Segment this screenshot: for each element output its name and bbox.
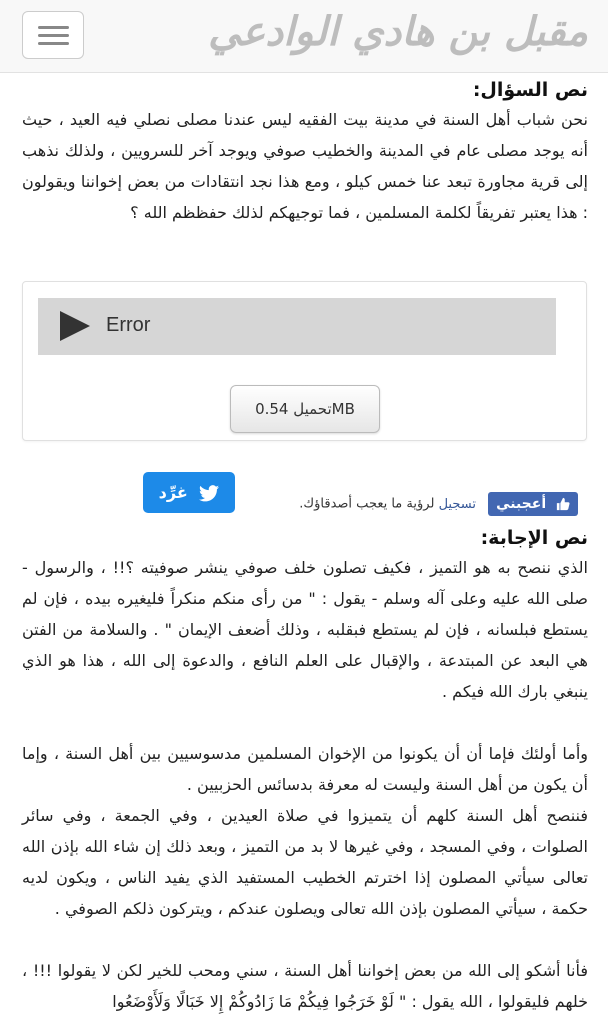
facebook-like-label: أعجبني [496, 496, 547, 512]
answer-paragraph-4: فأنا أشكو إلى الله من بعض إخواننا أهل السنة ، سني ومحب للخير لكن لا يقولوا !!! ، خلهم فليقولوا ، الله يقول : " لَوْ خَرَجُوا فِيكُمْ مَا زَادُوكُمْ إِلا خَبَالًا وَلَأَوْضَعُوا [22, 961, 588, 1011]
tweet-label: غرِّد [158, 483, 188, 502]
site-logo[interactable]: مقبل بن هادي الوادعي [208, 8, 588, 55]
answer-paragraph-1: الذي ننصح به هو التميز ، فكيف تصلون خلف صوفي ينشر صوفيته ؟!! ، والرسول - صلى الله عليه وعلى آله وسلم - يقول : " من رأى منكم منكراً فليغيره بيده ، فإن لم يستطع فبلسانه ، فإن لم يستطع فبقلبه ، وذلك أضعف الإيمان " . والسلامة من الفتن هي البعد عن المبتدعة ، والإقبال على العلم النافع ، والدعوة إلى الله ، هذا هو الذي ينبغي بارك الله فيكم . [22, 558, 588, 701]
answer-paragraph-3: فننصح أهل السنة كلهم أن يتميزوا في صلاة العيدين ، وفي الجمعة ، وفي سائر الصلوات ، وفي المسجد ، وفي غيرها لا بد من التميز ، وبعد ذلك إن شاء الله بإذن الله تعالى سيأتي المصلون إذا اخترتم الخطيب المستفيد الذي يفيد الناس ، ويكون لديه حكمة ، سيأتي المصلون بإذن الله تعالى ويصلون عندكم ، ويتركون ذلكم الصوفي . [22, 806, 588, 918]
question-section [22, 76, 588, 228]
twitter-bird-icon [199, 485, 219, 502]
answer-section [22, 524, 588, 1017]
play-icon[interactable] [60, 311, 90, 341]
player-error-text: Error [106, 314, 151, 336]
tweet-button[interactable] [143, 472, 235, 513]
site-header [0, 0, 608, 73]
question-heading: نص السؤال: [472, 79, 588, 101]
menu-button[interactable] [22, 11, 84, 59]
question-text: نحن شباب أهل السنة في مدينة بيت الفقيه ليس عندنا مصلى نصلي فيه العيد ، حيث أنه يوجد مصلى عام في المدينة والخطيب صوفي ويوجد آخر للسرويين ، ولذلك نذهب إلى قرية مجاورة تبعد عنا خمس كيلو ، ومع هذا نجد انتقادات من بعض إخواننا ويقولون : هذا يعتبر تفريقاً لكلمة المسلمين ، فما توجيهكم لذلك حفظظم الله ؟ [22, 110, 588, 222]
answer-heading: نص الإجابة: [480, 527, 588, 549]
download-button[interactable]: تحميل 0.54MB [230, 385, 380, 433]
facebook-like-text: لرؤية ما يعجب أصدقاؤك. [299, 496, 435, 512]
facebook-signup-link[interactable]: تسجيل [438, 496, 476, 512]
facebook-like-button[interactable] [488, 492, 578, 516]
facebook-like-row [299, 492, 578, 516]
audio-player [38, 298, 556, 355]
thumbs-up-icon [556, 497, 570, 511]
audio-player-box [22, 281, 587, 441]
answer-paragraph-2: وأما أولئك فإما أن أن يكونوا من الإخوان المسلمين مدسوسيين بين أهل السنة ، وإما أن يكون من أهل السنة وليست له معرفة بدسائس الحزبيين . [22, 744, 588, 794]
